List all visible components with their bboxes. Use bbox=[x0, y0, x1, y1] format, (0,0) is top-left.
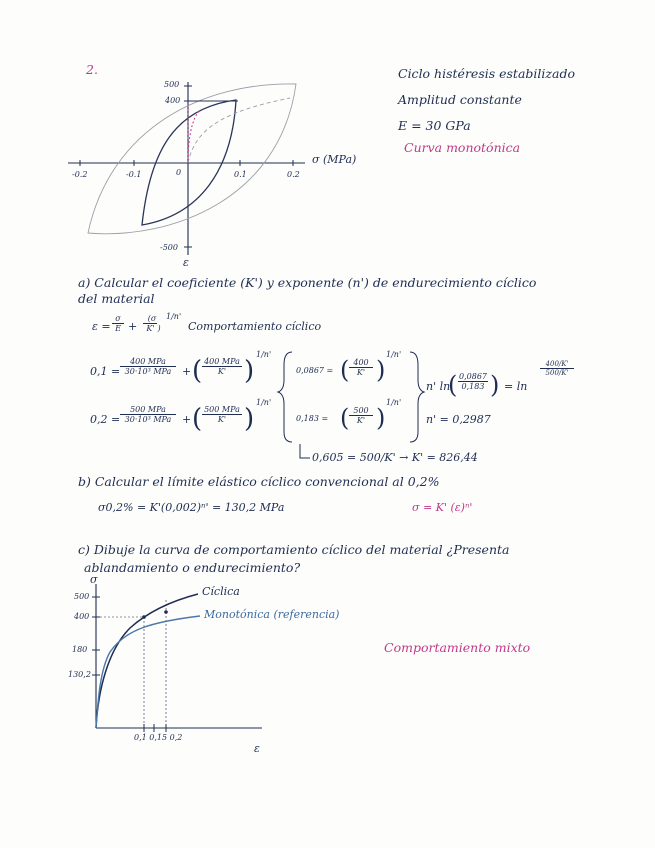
legend-monotonic: Monotónica (referencia) bbox=[204, 608, 340, 621]
formula-frac-1: σ E bbox=[110, 314, 126, 333]
note-amplitud: Amplitud constante bbox=[398, 92, 522, 107]
log-eq: n' ln bbox=[426, 380, 451, 393]
log-rhs-frac: 400/K' 500/K' bbox=[538, 360, 576, 377]
mid1: 0,0867 = bbox=[296, 366, 334, 375]
cyclic-curve bbox=[96, 594, 198, 728]
n-result: n' = 0,2987 bbox=[426, 413, 491, 426]
hyst-x-neg02: -0.2 bbox=[72, 170, 88, 179]
note-ciclo: Ciclo histéresis estabilizado bbox=[398, 66, 575, 81]
eq1-frac: 400 MPa 30·10³ MPa bbox=[118, 357, 178, 376]
hyst-y-neg500: -500 bbox=[160, 243, 178, 252]
formula-frac-2: (σ K' ) bbox=[140, 314, 164, 333]
eq1-frac-k: 400 MPa K' bbox=[200, 357, 244, 376]
log-frac: $\frac{0,0867}{0,183}$ bbox=[459, 372, 487, 391]
formula-exp: 1/n' bbox=[166, 312, 182, 321]
part-b-title: b) Calcular el límite elástico cíclico convencional al 0,2% bbox=[78, 474, 440, 489]
log-eq-rhs: = ln bbox=[504, 380, 528, 393]
c-y-130: 130,2 bbox=[68, 670, 91, 679]
formula-comportamiento: Comportamiento cíclico bbox=[188, 320, 322, 333]
c-x-ticks: 0,1 0,15 0,2 bbox=[134, 733, 183, 742]
hyst-x-0: 0 bbox=[176, 168, 182, 177]
c-y-500: 500 bbox=[74, 592, 90, 601]
eq2-lhs: 0,2 = bbox=[90, 413, 121, 426]
conclusion: Comportamiento mixto bbox=[384, 640, 531, 655]
part-c-title-2: ablandamiento o endurecimiento? bbox=[84, 560, 301, 575]
hyst-y-500: 500 bbox=[164, 80, 180, 89]
hyst-eps-label: ε bbox=[183, 256, 189, 269]
hyst-x-02: 0.2 bbox=[287, 170, 300, 179]
eq1-exp: 1/n' bbox=[256, 350, 272, 359]
hyst-x-neg01: -0.1 bbox=[126, 170, 142, 179]
hyst-sigma-label: σ (MPa) bbox=[312, 153, 357, 166]
eq2-exp: 1/n' bbox=[256, 398, 272, 407]
hyst-y-400: 400 bbox=[165, 96, 181, 105]
note-modulus: E = 30 GPa bbox=[398, 118, 471, 133]
part-a-title-1: a) Calcular el coeficiente (K') y exponente (n') de endurecimiento cíclico bbox=[78, 275, 537, 290]
formula-lhs: ε = bbox=[92, 320, 111, 333]
part-a-title-2: del material bbox=[78, 291, 155, 306]
mid2-frac: $\frac{500}{K'}$ bbox=[347, 406, 375, 425]
c-y-label: σ bbox=[90, 573, 98, 586]
eq2-frac-k: 500 MPa K' bbox=[200, 405, 244, 424]
hyst-x-01: 0.1 bbox=[234, 170, 247, 179]
eq1-lhs: 0,1 = bbox=[90, 365, 121, 378]
part-b-result: σ0,2% = K'(0,002)ⁿ' = 130,2 MPa bbox=[98, 501, 285, 514]
k-result: 0,605 = 500/K' → K' = 826,44 bbox=[312, 451, 478, 464]
eq2-frac: 500 MPa 30·10³ MPa bbox=[118, 405, 178, 424]
part-b-formula: σ = K' (ε)ⁿ' bbox=[412, 501, 473, 514]
problem-number: 2. bbox=[86, 62, 98, 77]
c-y-180: 180 bbox=[72, 645, 88, 654]
note-curva-mono: Curva monotónica bbox=[404, 140, 521, 155]
mid2: 0,183 = bbox=[296, 414, 329, 423]
c-y-400: 400 bbox=[74, 612, 90, 621]
c-x-label: ε bbox=[254, 742, 260, 755]
legend-cyclic: Cíclica bbox=[202, 585, 240, 598]
monotonic-curve bbox=[96, 616, 200, 728]
part-c-title-1: c) Dibuje la curva de comportamiento cíclico del material ¿Presenta bbox=[78, 542, 510, 557]
mid1-frac: $\frac{400}{K'}$ bbox=[347, 358, 375, 377]
